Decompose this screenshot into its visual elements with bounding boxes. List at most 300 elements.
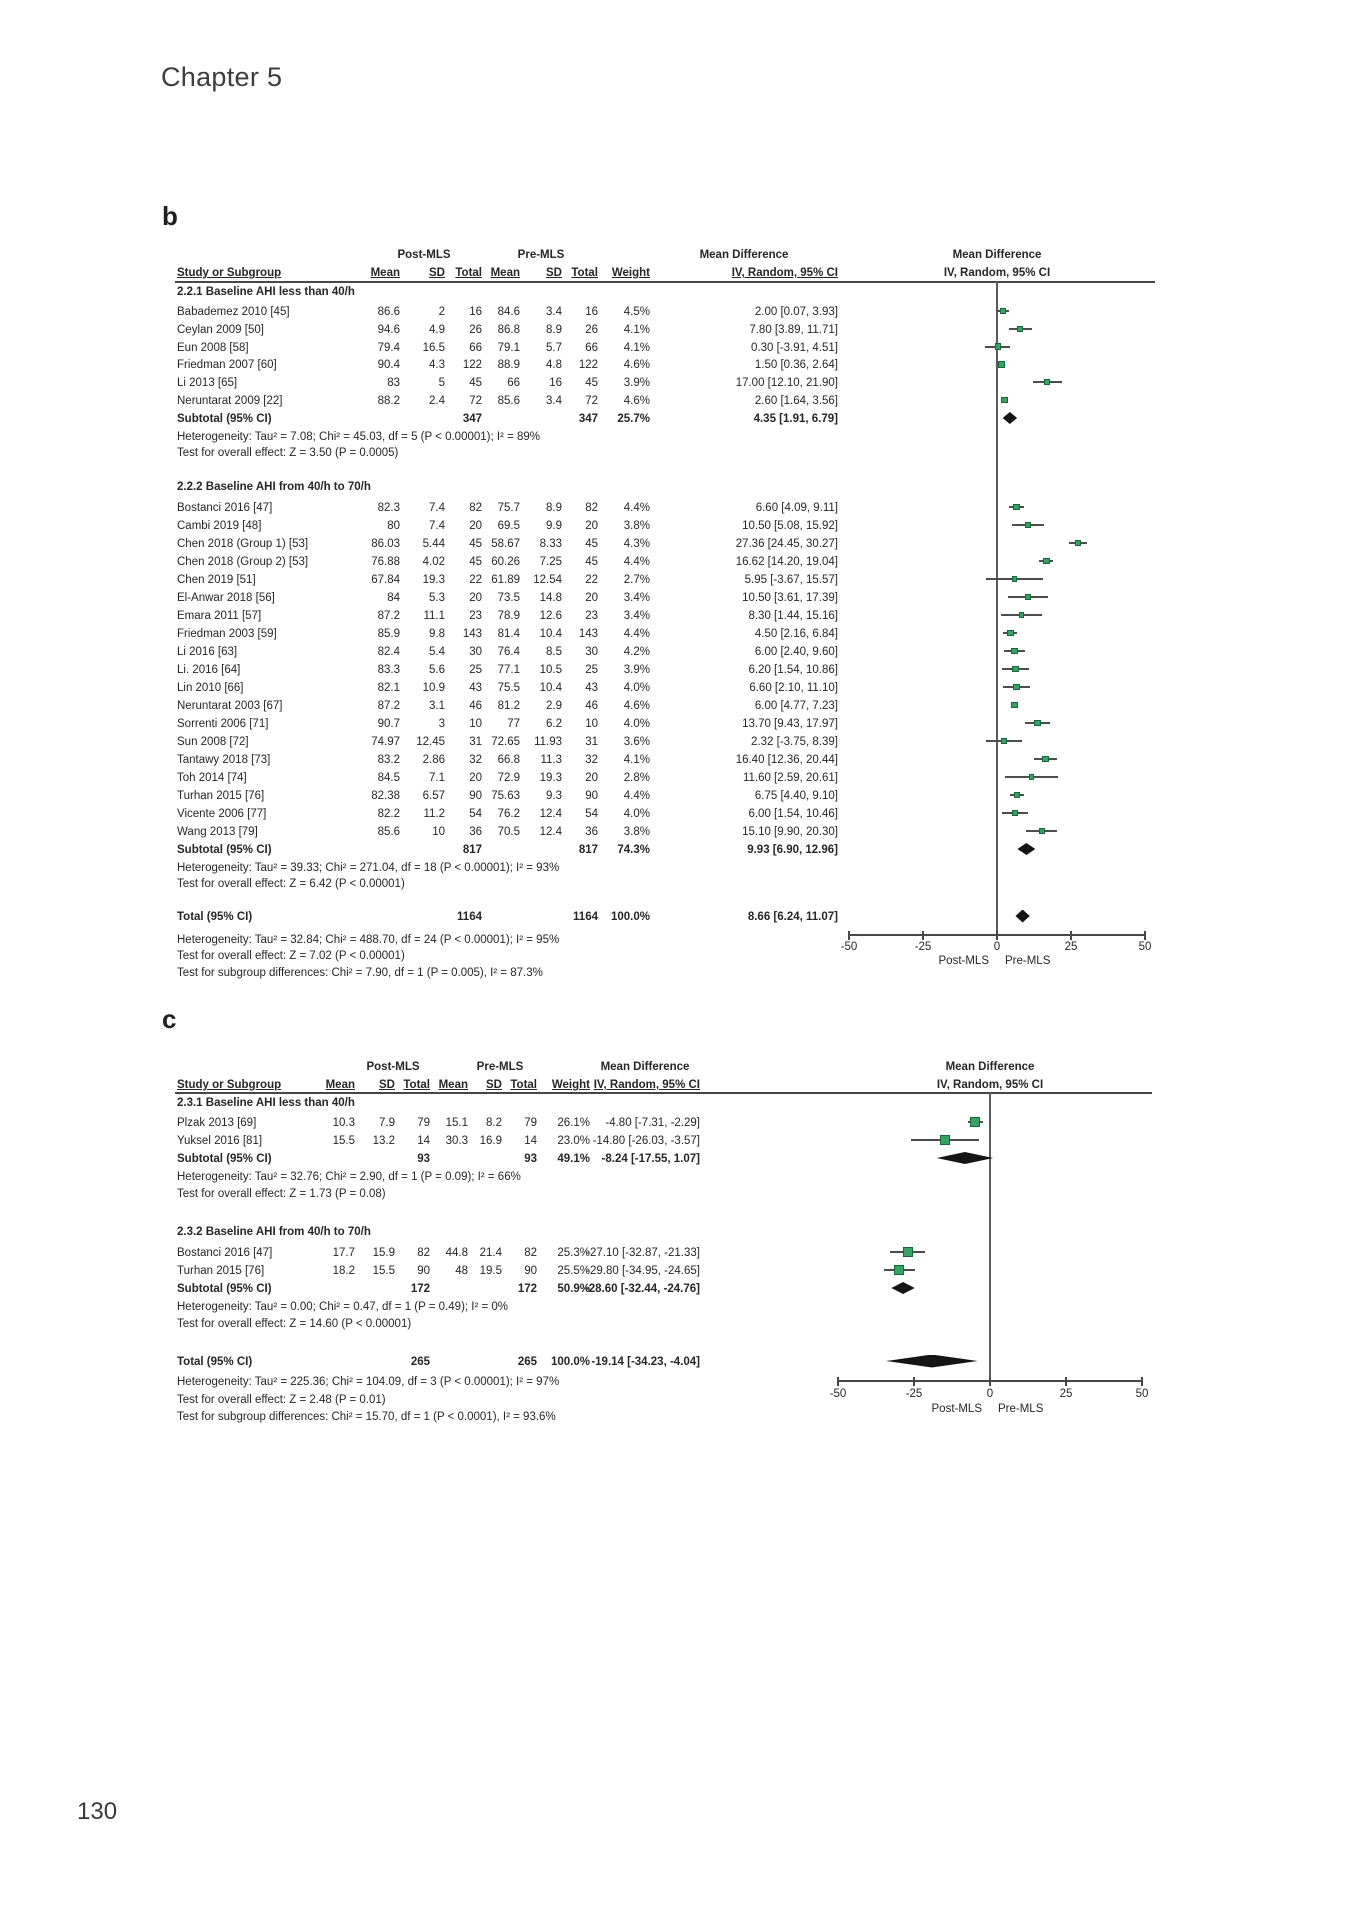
pooled-label: Total (95% CI) — [177, 1356, 253, 1368]
pre-total: 265 — [517, 1356, 537, 1368]
post-mean: 88.2 — [377, 395, 400, 407]
axis-tick-label: 0 — [986, 1388, 994, 1400]
weight-value: 3.4% — [623, 610, 650, 622]
study-name: Cambi 2019 [48] — [177, 520, 262, 532]
pre-sd: 10.4 — [539, 682, 562, 694]
zero-line — [996, 281, 998, 934]
axis-tick — [837, 1377, 839, 1386]
pre-total: 16 — [585, 306, 598, 318]
weight-value: 4.5% — [623, 306, 650, 318]
pre-total: 347 — [578, 413, 598, 425]
md-ci-value: 10.50 [3.61, 17.39] — [742, 592, 838, 604]
total-overall-effect-note: Test for overall effect: Z = 7.02 (P < 0.00001) — [177, 950, 405, 962]
study-name: Babademez 2010 [45] — [177, 306, 290, 318]
weight-value: 3.6% — [623, 736, 650, 748]
mean-difference-header: Mean Difference — [699, 249, 789, 261]
weight-value: 4.4% — [623, 628, 650, 640]
post-mean: 86.6 — [377, 306, 400, 318]
section-title: 2.3.1 Baseline AHI less than 40/h — [177, 1097, 355, 1109]
post-sd: 2 — [438, 306, 445, 318]
post-sd-header: SD — [429, 267, 445, 279]
section-title: 2.3.2 Baseline AHI from 40/h to 70/h — [177, 1226, 371, 1238]
study-name: Neruntarat 2009 [22] — [177, 395, 283, 407]
post-mean: 67.84 — [371, 574, 400, 586]
pre-sd: 12.4 — [539, 826, 562, 838]
pre-mean: 72.9 — [497, 772, 520, 784]
axis-tick-label: -25 — [905, 1388, 923, 1400]
study-name: Plzak 2013 [69] — [177, 1117, 257, 1129]
post-mean: 18.2 — [332, 1265, 355, 1277]
study-name: El-Anwar 2018 [56] — [177, 592, 275, 604]
section-title: 2.2.1 Baseline AHI less than 40/h — [177, 286, 355, 298]
axis-tick-label: 25 — [1059, 1388, 1073, 1400]
post-mean: 82.38 — [371, 790, 400, 802]
weight-value: 3.4% — [623, 592, 650, 604]
plot-iv-ci-header: IV, Random, 95% CI — [943, 267, 1051, 279]
pre-mean: 75.7 — [497, 502, 520, 514]
weight-value: 23.0% — [557, 1135, 590, 1147]
post-sd-header: SD — [379, 1079, 395, 1091]
post-mls-header: Post-MLS — [397, 249, 451, 261]
post-total: 265 — [410, 1356, 430, 1368]
weight-value: 4.1% — [623, 754, 650, 766]
pre-mls-header: Pre-MLS — [476, 1061, 524, 1073]
study-name: Li. 2016 [64] — [177, 664, 241, 676]
post-mean: 10.3 — [332, 1117, 355, 1129]
pre-total: 30 — [585, 646, 598, 658]
weight-value: 4.2% — [623, 646, 650, 658]
pre-total: 32 — [585, 754, 598, 766]
effect-marker — [1019, 612, 1025, 618]
study-name: Chen 2019 [51] — [177, 574, 256, 586]
post-total: 90 — [417, 1265, 430, 1277]
weight-value: 2.7% — [623, 574, 650, 586]
post-mean: 82.4 — [377, 646, 400, 658]
plot-iv-ci-header: IV, Random, 95% CI — [936, 1079, 1044, 1091]
total-overall-effect-note: Test for overall effect: Z = 2.48 (P = 0.01) — [177, 1394, 386, 1406]
post-mean: 80 — [387, 520, 400, 532]
axis-tick — [1144, 931, 1146, 940]
effect-marker — [1025, 594, 1031, 600]
axis-tick-label: -25 — [914, 941, 932, 953]
post-total: 54 — [469, 808, 482, 820]
post-total: 1164 — [457, 911, 482, 923]
pre-sd: 4.8 — [546, 359, 562, 372]
weight-value: 4.4% — [623, 502, 650, 514]
pre-total: 45 — [585, 538, 598, 550]
pre-total: 43 — [585, 682, 598, 694]
md-ci-value: 8.66 [6.24, 11.07] — [747, 911, 838, 923]
pre-mean: 61.89 — [491, 574, 520, 586]
pre-total: 46 — [585, 700, 598, 712]
post-total: 43 — [469, 682, 482, 694]
post-sd: 13.2 — [372, 1135, 395, 1147]
post-sd: 5 — [438, 377, 445, 390]
weight-value: 2.8% — [623, 772, 650, 784]
pre-mean-header: Mean — [438, 1079, 468, 1091]
total-heterogeneity-note: Heterogeneity: Tau² = 32.84; Chi² = 488.70, df = 24 (P < 0.00001); I² = 95% — [177, 934, 560, 946]
post-sd: 2.86 — [422, 754, 445, 766]
post-total: 347 — [462, 413, 482, 425]
pre-sd: 16 — [549, 377, 562, 390]
effect-marker — [1012, 666, 1018, 672]
effect-marker — [1017, 326, 1023, 332]
md-ci-value: 6.20 [1.54, 10.86] — [748, 664, 838, 676]
pre-sd: 14.8 — [539, 592, 562, 604]
heterogeneity-note: Heterogeneity: Tau² = 0.00; Chi² = 0.47, df = 1 (P = 0.49); I² = 0% — [177, 1301, 509, 1313]
effect-marker — [1001, 397, 1008, 404]
pre-total: 26 — [585, 323, 598, 336]
md-ci-value: 2.32 [-3.75, 8.39] — [751, 736, 838, 748]
effect-marker — [1075, 540, 1082, 547]
post-mean: 83.3 — [377, 664, 400, 676]
post-total: 172 — [410, 1283, 430, 1295]
post-total: 22 — [469, 574, 482, 586]
pre-mean: 76.4 — [497, 646, 520, 658]
pre-sd: 3.4 — [546, 395, 562, 407]
effect-marker — [995, 343, 1001, 349]
study-name: Neruntarat 2003 [67] — [177, 700, 283, 712]
pre-sd: 11.93 — [534, 736, 562, 748]
post-mean: 87.2 — [377, 700, 400, 712]
axis-tick-label: -50 — [829, 1388, 847, 1400]
post-total: 79 — [417, 1117, 430, 1129]
study-name: Emara 2011 [57] — [177, 610, 262, 622]
post-sd: 11.2 — [423, 808, 445, 820]
pre-total: 20 — [585, 520, 598, 532]
md-ci-value: 11.60 [2.59, 20.61] — [742, 772, 838, 784]
md-ci-value: 16.40 [12.36, 20.44] — [735, 754, 838, 766]
weight-value: 4.3% — [623, 538, 650, 550]
pre-mean: 73.5 — [497, 592, 520, 604]
post-mean: 90.4 — [377, 359, 400, 372]
post-total: 31 — [469, 736, 482, 748]
panel-c-label: c — [162, 1004, 177, 1034]
effect-marker — [1029, 774, 1034, 779]
weight-value: 3.9% — [623, 664, 650, 676]
axis-tick — [989, 1377, 991, 1386]
effect-marker — [1025, 522, 1031, 528]
study-name: Turhan 2015 [76] — [177, 1265, 265, 1277]
pre-total: 72 — [585, 395, 598, 407]
post-mean: 82.2 — [377, 808, 400, 820]
post-mean: 17.7 — [332, 1247, 355, 1259]
axis-tick — [1141, 1377, 1143, 1386]
md-ci-value: 6.60 [2.10, 11.10] — [749, 682, 838, 694]
pooled-diamond — [886, 1355, 978, 1368]
md-ci-value: 5.95 [-3.67, 15.57] — [744, 574, 838, 586]
pre-total-header: Total — [510, 1079, 537, 1091]
effect-marker — [1034, 720, 1040, 726]
weight-value: 26.1% — [557, 1117, 590, 1129]
post-sd: 2.4 — [429, 395, 445, 407]
pre-sd: 8.9 — [546, 502, 562, 514]
effect-marker — [1044, 379, 1050, 385]
md-ci-value: -27.10 [-32.87, -21.33] — [586, 1247, 700, 1259]
post-sd: 5.4 — [429, 646, 445, 658]
pre-total: 79 — [524, 1117, 537, 1129]
post-mean: 94.6 — [377, 323, 400, 336]
pre-mean: 44.8 — [445, 1247, 468, 1259]
pre-total: 1164 — [573, 911, 598, 923]
post-sd: 7.1 — [429, 772, 445, 784]
study-name: Friedman 2007 [60] — [177, 359, 277, 372]
pre-mean: 84.6 — [497, 306, 520, 318]
pre-mean-header: Mean — [490, 267, 520, 279]
pre-mean: 66.8 — [497, 754, 520, 766]
post-sd: 19.3 — [422, 574, 445, 586]
pre-mean: 75.5 — [497, 682, 520, 694]
post-mean: 82.1 — [377, 682, 400, 694]
pre-total: 54 — [585, 808, 598, 820]
md-ci-value: 8.30 [1.44, 15.16] — [748, 610, 838, 622]
study-name: Ceylan 2009 [50] — [177, 323, 264, 336]
post-total: 45 — [469, 377, 482, 390]
effect-marker — [1001, 738, 1007, 744]
post-mean-header: Mean — [370, 267, 400, 279]
pre-mean: 48 — [455, 1265, 468, 1277]
study-name: Tantawy 2018 [73] — [177, 754, 271, 766]
pre-sd: 5.7 — [546, 341, 562, 354]
study-name: Sorrenti 2006 [71] — [177, 718, 269, 730]
post-sd: 6.57 — [422, 790, 445, 802]
md-ci-value: 6.00 [4.77, 7.23] — [754, 700, 838, 712]
pre-total: 20 — [585, 592, 598, 604]
effect-marker — [903, 1247, 913, 1257]
md-ci-value: 7.80 [3.89, 11.71] — [749, 323, 838, 336]
post-mean: 74.97 — [371, 736, 400, 748]
pre-total: 82 — [524, 1247, 537, 1259]
md-ci-value: 16.62 [14.20, 19.04] — [735, 556, 838, 568]
axis-tick — [848, 931, 850, 940]
pre-mean: 81.4 — [497, 628, 520, 640]
post-sd: 10 — [432, 826, 445, 838]
post-total: 72 — [469, 395, 482, 407]
md-ci-value: 1.50 [0.36, 2.64] — [754, 359, 838, 372]
axis-tick — [1065, 1377, 1067, 1386]
axis-tick-label: 25 — [1064, 941, 1078, 953]
overall-effect-note: Test for overall effect: Z = 6.42 (P < 0.00001) — [177, 878, 405, 890]
study-name: Turhan 2015 [76] — [177, 790, 265, 802]
post-total-header: Total — [403, 1079, 430, 1091]
md-ci-value: -14.80 [-26.03, -3.57] — [592, 1135, 700, 1147]
pre-mean: 76.2 — [497, 808, 520, 820]
pre-total: 25 — [585, 664, 598, 676]
pre-total: 122 — [578, 359, 598, 372]
effect-marker — [1007, 630, 1014, 637]
section-title: 2.2.2 Baseline AHI from 40/h to 70/h — [177, 481, 371, 493]
study-name: Bostanci 2016 [47] — [177, 502, 273, 514]
weight-value: 4.4% — [623, 790, 650, 802]
pre-sd: 12.54 — [533, 574, 562, 586]
weight-value: 4.4% — [623, 556, 650, 568]
post-total: 20 — [469, 592, 482, 604]
weight-value: 4.6% — [623, 395, 650, 407]
pre-mean: 85.6 — [497, 395, 520, 407]
weight-value: 3.9% — [623, 377, 650, 390]
pooled-label: Subtotal (95% CI) — [177, 413, 272, 425]
weight-value: 3.8% — [623, 826, 650, 838]
pre-mean: 66 — [507, 377, 520, 390]
chapter-heading: Chapter 5 — [161, 62, 283, 92]
pre-mean: 77.1 — [497, 664, 520, 676]
pre-total: 22 — [585, 574, 598, 586]
effect-marker — [1013, 504, 1020, 511]
effect-marker — [1012, 810, 1018, 816]
post-sd: 3 — [438, 718, 445, 730]
weight-value: 4.6% — [623, 700, 650, 712]
post-mean: 83 — [387, 377, 400, 390]
pre-total: 45 — [585, 556, 598, 568]
pre-total: 143 — [578, 628, 598, 640]
pre-total: 90 — [585, 790, 598, 802]
post-total: 143 — [462, 628, 482, 640]
post-sd: 16.5 — [422, 341, 445, 354]
pre-sd: 6.2 — [546, 718, 562, 730]
study-name: Sun 2008 [72] — [177, 736, 249, 748]
pre-total: 20 — [585, 772, 598, 784]
effect-marker — [940, 1135, 950, 1145]
pooled-label: Subtotal (95% CI) — [177, 1153, 272, 1165]
pre-mean: 77 — [507, 718, 520, 730]
post-mean: 85.6 — [377, 826, 400, 838]
header-rule — [175, 1092, 1152, 1094]
study-name: Chen 2018 (Group 2) [53] — [177, 556, 309, 568]
page-number: 130 — [77, 1798, 118, 1825]
post-sd: 5.6 — [429, 664, 445, 676]
md-ci-value: 6.00 [2.40, 9.60] — [754, 646, 838, 658]
post-total: 10 — [469, 718, 482, 730]
post-total: 46 — [469, 700, 482, 712]
md-ci-value: 6.60 [4.09, 9.11] — [755, 502, 838, 514]
weight-value: 50.9% — [557, 1283, 590, 1295]
pre-sd: 3.4 — [546, 306, 562, 318]
post-total: 16 — [469, 306, 482, 318]
study-column-header: Study or Subgroup — [177, 1079, 282, 1091]
weight-value: 49.1% — [557, 1153, 590, 1165]
heterogeneity-note: Heterogeneity: Tau² = 32.76; Chi² = 2.90, df = 1 (P = 0.09); I² = 66% — [177, 1171, 521, 1183]
pooled-diamond — [1015, 910, 1029, 923]
axis-tick — [922, 931, 924, 940]
post-total: 66 — [469, 341, 482, 354]
pre-total: 31 — [585, 736, 598, 748]
weight-value: 100.0% — [550, 1356, 590, 1368]
total-heterogeneity-note: Heterogeneity: Tau² = 225.36; Chi² = 104.09, df = 3 (P < 0.00001); I² = 97% — [177, 1376, 560, 1388]
post-sd: 4.3 — [429, 359, 445, 372]
weight-value: 4.0% — [623, 682, 650, 694]
post-sd: 5.44 — [422, 538, 445, 550]
post-total: 82 — [417, 1247, 430, 1259]
pre-total: 93 — [524, 1153, 537, 1165]
pre-mean: 72.65 — [491, 736, 520, 748]
overall-effect-note: Test for overall effect: Z = 14.60 (P < 0.00001) — [177, 1318, 412, 1330]
pre-sd: 8.2 — [486, 1117, 502, 1129]
pre-sd-header: SD — [486, 1079, 502, 1091]
weight-value: 4.1% — [623, 341, 650, 354]
weight-header: Weight — [551, 1079, 590, 1091]
mean-difference-header: Mean Difference — [600, 1061, 690, 1073]
weight-value: 4.6% — [623, 359, 650, 372]
study-name: Wang 2013 [79] — [177, 826, 258, 838]
effect-marker — [998, 361, 1005, 368]
md-ci-value: -4.80 [-7.31, -2.29] — [605, 1117, 700, 1129]
study-name: Eun 2008 [58] — [177, 341, 249, 354]
effect-marker — [1011, 648, 1018, 655]
pre-sd: 19.3 — [539, 772, 562, 784]
post-total-header: Total — [455, 267, 482, 279]
post-mean: 79.4 — [377, 341, 400, 354]
pre-total-header: Total — [571, 267, 598, 279]
pre-sd: 9.9 — [546, 520, 562, 532]
study-name: Chen 2018 (Group 1) [53] — [177, 538, 309, 550]
study-name: Lin 2010 [66] — [177, 682, 244, 694]
md-ci-value: 17.00 [12.10, 21.90] — [735, 377, 838, 390]
post-mean: 84.5 — [377, 772, 400, 784]
post-sd: 15.9 — [372, 1247, 395, 1259]
pre-sd: 9.3 — [546, 790, 562, 802]
iv-ci-header: IV, Random, 95% CI — [731, 267, 838, 279]
pre-mean: 69.5 — [497, 520, 520, 532]
pooled-label: Subtotal (95% CI) — [177, 1283, 272, 1295]
effect-marker — [1042, 756, 1048, 762]
pre-sd: 8.5 — [546, 646, 562, 658]
heterogeneity-note: Heterogeneity: Tau² = 7.08; Chi² = 45.03, df = 5 (P < 0.00001); I² = 89% — [177, 431, 541, 443]
pre-total: 23 — [585, 610, 598, 622]
pooled-diamond — [1017, 843, 1035, 855]
pre-mean: 75.63 — [491, 790, 520, 802]
post-total: 23 — [469, 610, 482, 622]
pre-sd: 16.9 — [479, 1135, 502, 1147]
weight-value: 3.8% — [623, 520, 650, 532]
subgroup-differences-note: Test for subgroup differences: Chi² = 7.90, df = 1 (P = 0.005), I² = 87.3% — [177, 967, 543, 979]
post-total: 45 — [469, 556, 482, 568]
post-sd: 12.45 — [416, 736, 445, 748]
post-mean: 76.88 — [371, 556, 400, 568]
post-mean: 85.9 — [377, 628, 400, 640]
md-ci-value: -19.14 [-34.23, -4.04] — [591, 1356, 700, 1368]
header-rule — [175, 281, 1155, 283]
post-sd: 10.9 — [422, 682, 445, 694]
post-mean: 90.7 — [377, 718, 400, 730]
study-name: Toh 2014 [74] — [177, 772, 247, 784]
pre-total: 45 — [585, 377, 598, 390]
effect-marker — [1014, 792, 1021, 799]
pooled-label: Subtotal (95% CI) — [177, 844, 272, 856]
effect-marker — [1013, 684, 1019, 690]
heterogeneity-note: Heterogeneity: Tau² = 39.33; Chi² = 271.04, df = 18 (P < 0.00001); I² = 93% — [177, 862, 560, 874]
weight-value: 4.0% — [623, 718, 650, 730]
axis-label-pre-mls: Pre-MLS — [998, 1403, 1044, 1415]
overall-effect-note: Test for overall effect: Z = 1.73 (P = 0.08) — [177, 1188, 386, 1200]
zero-line — [989, 1092, 991, 1380]
pre-total: 82 — [585, 502, 598, 514]
effect-marker — [1043, 558, 1050, 565]
pre-sd: 8.33 — [539, 538, 562, 550]
weight-header: Weight — [611, 267, 650, 279]
pre-total: 172 — [517, 1283, 537, 1295]
pooled-label: Total (95% CI) — [177, 911, 253, 923]
post-sd: 7.4 — [429, 520, 445, 532]
effect-marker — [1039, 828, 1045, 834]
pre-sd: 2.9 — [546, 700, 562, 712]
plot-mean-difference-header: Mean Difference — [945, 1061, 1035, 1073]
post-total: 26 — [469, 323, 482, 336]
axis-tick-label: 0 — [993, 941, 1001, 953]
post-total: 30 — [469, 646, 482, 658]
post-sd: 15.5 — [372, 1265, 395, 1277]
post-total: 45 — [469, 538, 482, 550]
post-mean: 87.2 — [377, 610, 400, 622]
